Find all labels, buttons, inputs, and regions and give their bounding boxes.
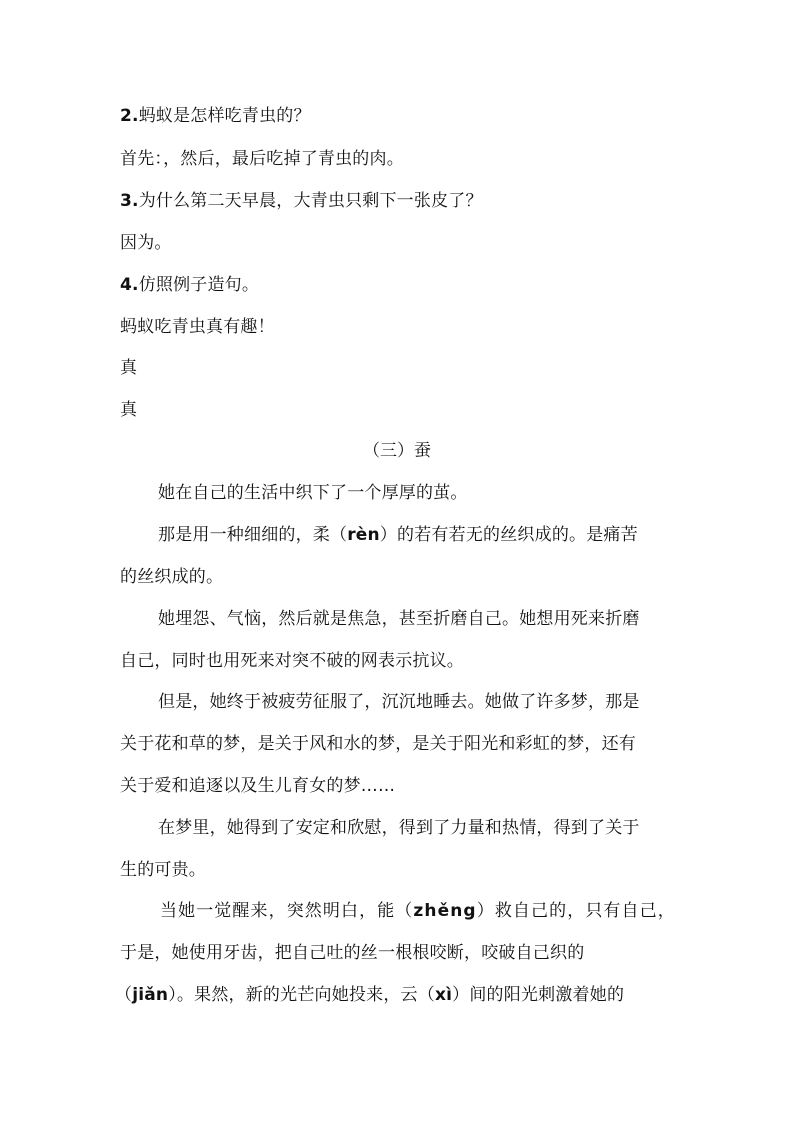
paragraph-6-text-c1: （ bbox=[115, 985, 133, 1005]
paragraph-6-text-a2: ）救自己的，只有自己， bbox=[476, 901, 676, 921]
paragraph-6-text-c2: ）。果然，新的光芒向她投来，云（ bbox=[168, 985, 435, 1005]
paragraph-4-line-2: 关于花和草的梦，是关于风和水的梦，是关于阳光和彩虹的梦，还有 bbox=[120, 734, 636, 754]
question-4-number: 4. bbox=[120, 275, 139, 295]
question-2 bbox=[120, 105, 311, 127]
passage-title: （三）蚕 bbox=[363, 441, 431, 461]
paragraph-4-line-3: 关于爱和追逐以及生儿育女的梦…… bbox=[120, 776, 396, 796]
paragraph-6-line-3 bbox=[115, 984, 624, 1006]
paragraph-2-text-b: ）的若有若无的丝织成的。是痛苦 bbox=[379, 525, 638, 545]
question-2-answer: 首先：，然后，最后吃掉了青虫的肉。 bbox=[120, 149, 404, 169]
question-3 bbox=[120, 190, 483, 212]
pinyin-jian: jiǎn bbox=[132, 985, 169, 1005]
paragraph-4-line-1: 但是，她终于被疲劳征服了，沉沉地睡去。她做了许多梦，那是 bbox=[158, 692, 640, 712]
paragraph-1: 她在自己的生活中织下了一个厚厚的茧。 bbox=[158, 483, 468, 503]
question-4-example: 蚂蚁吃青虫真有趣！ bbox=[120, 317, 275, 337]
pinyin-ren: rèn bbox=[347, 525, 380, 545]
question-2-number: 2. bbox=[120, 106, 139, 126]
question-3-text: 为什么第二天早晨，大青虫只剩下一张皮了？ bbox=[138, 191, 483, 211]
paragraph-5-line-2: 生的可贵。 bbox=[120, 860, 206, 880]
question-4-blank-2: 真 bbox=[120, 400, 138, 420]
pinyin-zheng: zhěng bbox=[413, 901, 477, 921]
paragraph-5-line-1: 在梦里，她得到了安定和欣慰，得到了力量和热情，得到了关于 bbox=[158, 818, 640, 838]
paragraph-3-line-2: 自己，同时也用死来对突不破的网表示抗议。 bbox=[120, 651, 464, 671]
paragraph-6-line-1 bbox=[160, 900, 676, 922]
paragraph-6-text-c3: ）间的阳光刺激着她的 bbox=[452, 985, 625, 1005]
paragraph-6-text-a1: 当她一觉醒来，突然明白，能（ bbox=[160, 901, 414, 921]
paragraph-2-line-1 bbox=[158, 524, 638, 546]
question-2-text: 蚂蚁是怎样吃青虫的？ bbox=[138, 106, 311, 126]
paragraph-6-line-2: 于是，她使用牙齿，把自己吐的丝一根根咬断，咬破自己织的 bbox=[120, 943, 585, 963]
pinyin-xi: xì bbox=[434, 985, 453, 1005]
question-4-blank-1: 真 bbox=[120, 358, 138, 378]
paragraph-3-line-1: 她埋怨、气恼，然后就是焦急，甚至折磨自己。她想用死来折磨 bbox=[158, 609, 640, 629]
question-3-number: 3. bbox=[120, 191, 139, 211]
question-3-answer: 因为。 bbox=[120, 233, 172, 253]
paragraph-2-text-a: 那是用一种细细的，柔（ bbox=[158, 525, 348, 545]
paragraph-2-line-2: 的丝织成的。 bbox=[120, 567, 224, 587]
question-4 bbox=[120, 274, 259, 296]
question-4-text: 仿照例子造句。 bbox=[138, 275, 260, 295]
